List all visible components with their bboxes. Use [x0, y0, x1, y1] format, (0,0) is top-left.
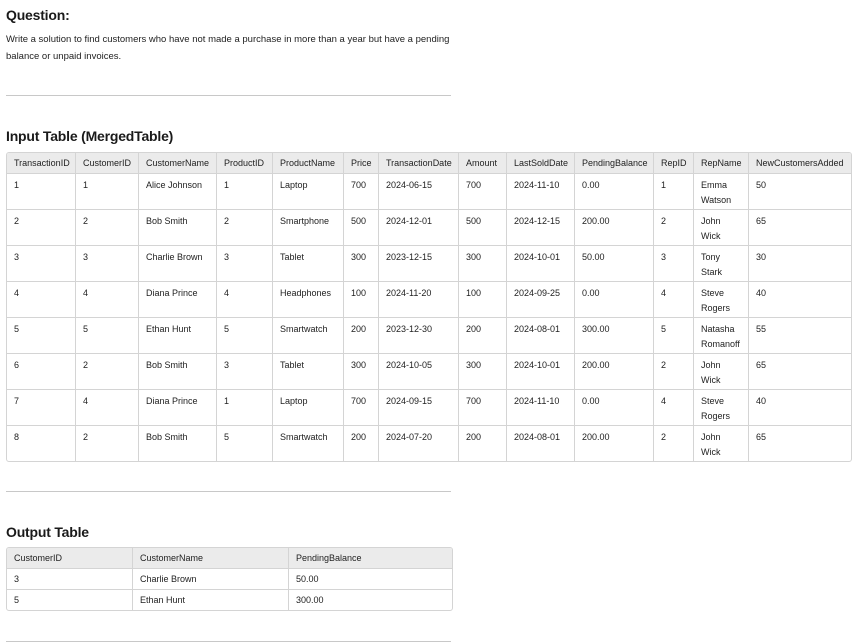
input-table-cell: Tony Stark	[694, 246, 749, 282]
input-table-cell: 7	[7, 390, 76, 426]
input-table-cell: Emma Watson	[694, 174, 749, 210]
input-table-cell: 300.00	[575, 318, 654, 354]
input-table-column-header: ProductName	[273, 153, 344, 174]
input-table-cell: 100	[459, 282, 507, 318]
input-table-cell: 3	[7, 246, 76, 282]
input-table-cell: 30	[749, 246, 851, 282]
output-table	[6, 547, 453, 611]
input-table-cell: 200.00	[575, 426, 654, 461]
input-table-cell: 2024-08-01	[507, 426, 575, 461]
question-heading: Question:	[6, 7, 70, 23]
input-table-column-header: Amount	[459, 153, 507, 174]
output-table-column-header: PendingBalance	[289, 548, 452, 569]
input-table-column-header: Price	[344, 153, 379, 174]
input-table-cell: 5	[76, 318, 139, 354]
input-table-column-header: RepID	[654, 153, 694, 174]
input-table-row	[7, 246, 851, 282]
input-table-cell: 1	[654, 174, 694, 210]
question-text: Write a solution to find customers who have not made a purchase in more than a year but have a pending balance or unpaid invoices.	[6, 34, 450, 62]
input-table-cell: 65	[749, 210, 851, 246]
input-table-cell: Tablet	[273, 246, 344, 282]
input-table-column-header: CustomerID	[76, 153, 139, 174]
output-table-row	[7, 590, 452, 610]
input-table-cell: 3	[654, 246, 694, 282]
input-table-row	[7, 210, 851, 246]
input-table-cell: 2	[654, 210, 694, 246]
input-table-cell: Steve Rogers	[694, 390, 749, 426]
input-table-cell: 700	[459, 390, 507, 426]
input-table-cell: 100	[344, 282, 379, 318]
input-table-cell: 2	[654, 354, 694, 390]
input-table-row	[7, 318, 851, 354]
input-table-cell: John Wick	[694, 426, 749, 461]
input-table-cell: 300	[344, 246, 379, 282]
input-table-cell: 4	[654, 282, 694, 318]
input-table-cell: 2024-09-15	[379, 390, 459, 426]
output-table-heading: Output Table	[6, 524, 89, 540]
output-table-cell: Ethan Hunt	[133, 590, 289, 610]
output-table-cell: 3	[7, 569, 133, 590]
input-table-column-header: ProductID	[217, 153, 273, 174]
input-table-cell: 700	[344, 390, 379, 426]
output-table-cell: Charlie Brown	[133, 569, 289, 590]
input-table-cell: 4	[654, 390, 694, 426]
output-table-cell: 5	[7, 590, 133, 610]
input-table-cell: 2	[76, 210, 139, 246]
input-table-row	[7, 390, 851, 426]
input-table-row	[7, 282, 851, 318]
input-table-row	[7, 354, 851, 390]
input-table-cell: Laptop	[273, 390, 344, 426]
input-table-cell: 2024-12-15	[507, 210, 575, 246]
input-table-cell: 55	[749, 318, 851, 354]
input-table-cell: 65	[749, 354, 851, 390]
input-table-cell: 1	[7, 174, 76, 210]
input-table-cell: 700	[459, 174, 507, 210]
input-table-cell: 4	[76, 282, 139, 318]
input-table-row	[7, 426, 851, 461]
input-table-cell: 4	[217, 282, 273, 318]
input-table-cell: Tablet	[273, 354, 344, 390]
input-table-cell: 2024-12-01	[379, 210, 459, 246]
input-table-cell: 2024-11-10	[507, 174, 575, 210]
input-table-cell: 2	[217, 210, 273, 246]
input-table-cell: 2	[76, 426, 139, 461]
input-table-cell: Steve Rogers	[694, 282, 749, 318]
input-table-cell: 2023-12-15	[379, 246, 459, 282]
input-table-cell: John Wick	[694, 210, 749, 246]
output-table-cell: 50.00	[289, 569, 452, 590]
input-table-cell: 1	[76, 174, 139, 210]
input-table-cell: Bob Smith	[139, 426, 217, 461]
input-table-cell: Smartwatch	[273, 318, 344, 354]
input-table-cell: 2024-07-20	[379, 426, 459, 461]
input-table-cell: Ethan Hunt	[139, 318, 217, 354]
input-table-cell: 2	[76, 354, 139, 390]
input-table-cell: 40	[749, 390, 851, 426]
input-table-cell: 0.00	[575, 282, 654, 318]
input-table-column-header: TransactionDate	[379, 153, 459, 174]
input-table-column-header: TransactionID	[7, 153, 76, 174]
input-table-cell: Bob Smith	[139, 210, 217, 246]
input-table-column-header: PendingBalance	[575, 153, 654, 174]
input-table-cell: 2	[7, 210, 76, 246]
input-table-cell: 50	[749, 174, 851, 210]
input-table-cell: Charlie Brown	[139, 246, 217, 282]
input-table-cell: 3	[217, 246, 273, 282]
input-table-cell: 200.00	[575, 354, 654, 390]
input-table-cell: 200	[459, 318, 507, 354]
input-table-cell: 5	[654, 318, 694, 354]
input-table-column-header: RepName	[694, 153, 749, 174]
input-table-cell: 2024-08-01	[507, 318, 575, 354]
input-table-cell: 200	[344, 426, 379, 461]
input-table-cell: Smartphone	[273, 210, 344, 246]
input-table-cell: 300	[344, 354, 379, 390]
input-table-cell: 40	[749, 282, 851, 318]
input-table-cell: 2024-09-25	[507, 282, 575, 318]
divider	[6, 95, 451, 96]
input-table-cell: 200	[344, 318, 379, 354]
input-table-cell: 50.00	[575, 246, 654, 282]
input-table-cell: 2	[654, 426, 694, 461]
input-table-column-header: CustomerName	[139, 153, 217, 174]
input-table-cell: 0.00	[575, 174, 654, 210]
input-table-cell: Laptop	[273, 174, 344, 210]
input-table-cell: 300	[459, 354, 507, 390]
input-table-cell: 2024-10-01	[507, 354, 575, 390]
output-table-column-header: CustomerID	[7, 548, 133, 569]
input-table-cell: 5	[217, 426, 273, 461]
input-table-column-header: LastSoldDate	[507, 153, 575, 174]
input-table-cell: Headphones	[273, 282, 344, 318]
input-table-cell: John Wick	[694, 354, 749, 390]
input-table-cell: Alice Johnson	[139, 174, 217, 210]
input-table	[6, 152, 852, 462]
input-table-heading: Input Table (MergedTable)	[6, 128, 174, 144]
input-table-cell: 200	[459, 426, 507, 461]
input-table-cell: Smartwatch	[273, 426, 344, 461]
input-table-cell: Diana Prince	[139, 390, 217, 426]
input-table-cell: 200.00	[575, 210, 654, 246]
input-table-header-row	[7, 153, 851, 174]
input-table-cell: 2023-12-30	[379, 318, 459, 354]
divider	[6, 491, 451, 492]
input-table-cell: 5	[217, 318, 273, 354]
input-table-cell: 500	[344, 210, 379, 246]
input-table-cell: 2024-10-05	[379, 354, 459, 390]
input-table-cell: 2024-11-10	[507, 390, 575, 426]
input-table-cell: 8	[7, 426, 76, 461]
input-table-cell: Natasha Romanoff	[694, 318, 749, 354]
output-table-body	[7, 569, 452, 610]
input-table-cell: 700	[344, 174, 379, 210]
input-table-cell: 5	[7, 318, 76, 354]
output-table-column-header: CustomerName	[133, 548, 289, 569]
input-table-cell: 3	[217, 354, 273, 390]
input-table-cell: 2024-06-15	[379, 174, 459, 210]
input-table-row	[7, 174, 851, 210]
input-table-cell: 4	[76, 390, 139, 426]
input-table-cell: 0.00	[575, 390, 654, 426]
input-table-cell: 1	[217, 390, 273, 426]
input-table-cell: Diana Prince	[139, 282, 217, 318]
input-table-cell: 3	[76, 246, 139, 282]
input-table-cell: 500	[459, 210, 507, 246]
input-table-column-header: NewCustomersAdded	[749, 153, 851, 174]
output-table-header-row	[7, 548, 452, 569]
input-table-cell: 6	[7, 354, 76, 390]
input-table-cell: 2024-10-01	[507, 246, 575, 282]
input-table-cell: 65	[756, 432, 767, 442]
divider	[6, 641, 451, 642]
input-table-cell: Bob Smith	[139, 354, 217, 390]
output-table-row	[7, 569, 452, 590]
input-table-cell: 1	[217, 174, 273, 210]
input-table-cell: 2024-11-20	[379, 282, 459, 318]
input-table-cell: 300	[459, 246, 507, 282]
input-table-body	[7, 174, 851, 461]
output-table-cell: 300.00	[296, 595, 324, 605]
input-table-cell: 4	[7, 282, 76, 318]
